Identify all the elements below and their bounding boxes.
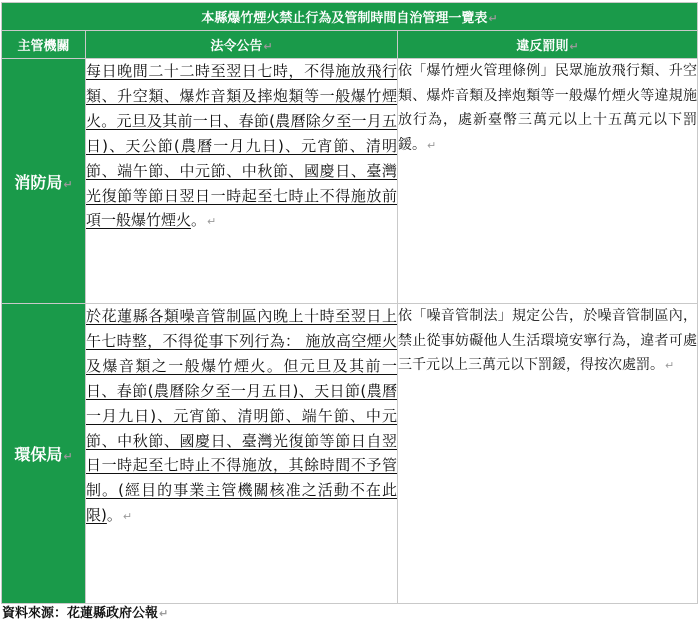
law-text: 。 (106, 506, 122, 525)
agency-environmental-protection: 環保局↵ (2, 304, 86, 604)
source-note: 資料來源：花蓮縣政府公報↵ (2, 606, 169, 621)
table-row (2, 59, 698, 304)
table-title: 本縣爆竹煙火禁止行為及管制時間自治管理一覽表↵ (2, 3, 698, 31)
regulation-table (1, 2, 698, 604)
law-text: 每日晚間二十二時至翌日七時，不得施放飛行類、升空類、爆炸音類及摔炮類等一般爆竹煙火。 (86, 62, 397, 130)
penalty-cell: 依「噪音管制法」規定公告，於噪音管制區內，禁止從事妨礙他人生活環境安寧行為，違者可處三千元以上三萬元以下罰鍰，得按次處罰。↵ (398, 304, 698, 604)
law-text: 。 (191, 211, 207, 230)
header-law: 法令公告↵ (86, 31, 398, 59)
law-text: 於花蓮縣各類噪音管制區內晚上十時至翌日上午七時整，不得從事下列行為： 施放高空煙火及爆音類之一般爆竹煙火。但元旦及其前一日、春節(農曆除夕至一月五日)、天日節(農曆一月九日)、元宵節、清明節、端午節、中元節、中秋節、國慶日、臺灣光復節等節日自翌日一時起至七時止不得施放，其餘時間不予管制。(經目的事業主管機關核准之活動不在此限) (86, 307, 397, 525)
agency-fire-department: 消防局↵ (2, 59, 86, 304)
table-row (2, 304, 698, 604)
law-cell: 每日晚間二十二時至翌日七時，不得施放飛行類、升空類、爆炸音類及摔炮類等一般爆竹煙火。元旦及其前一日、春節(農曆除夕至一月五日)、天公節(農曆一月九日)、元宵節、清明節、端午節、中元節、中秋節、國慶日、臺灣光復節等節日翌日一時起至七時止不得施放前項一般爆竹煙火。↵ (86, 59, 398, 304)
header-penalty: 違反罰則↵ (398, 31, 698, 59)
law-text: 元旦及其前一日、春節(農曆除夕至一月五日)、天公節(農曆一月九日)、元宵節、清明節、端午節、中元節、中秋節、國慶日、臺灣光復節等節日翌日一時起至七時止不得施放前項一般爆竹煙火 (86, 111, 397, 230)
penalty-cell: 依「爆竹煙火管理條例」民眾施放飛行類、升空類、爆炸音類及摔炮類等一般爆竹煙火等違規施放行為，處新臺幣三萬元以上十五萬元以下罰鍰。↵ (398, 59, 698, 304)
law-cell: 於花蓮縣各類噪音管制區內晚上十時至翌日上午七時整，不得從事下列行為： 施放高空煙火及爆音類之一般爆竹煙火。但元旦及其前一日、春節(農曆除夕至一月五日)、天日節(農曆一月九日)、元宵節、清明節、端午節、中元節、中秋節、國慶日、臺灣光復節等節日自翌日一時起至七時止不得施放，其餘時間不予管制。(經目的事業主管機關核准之活動不在此限)。↵ (86, 304, 398, 604)
header-agency: 主管機關 (2, 31, 86, 59)
